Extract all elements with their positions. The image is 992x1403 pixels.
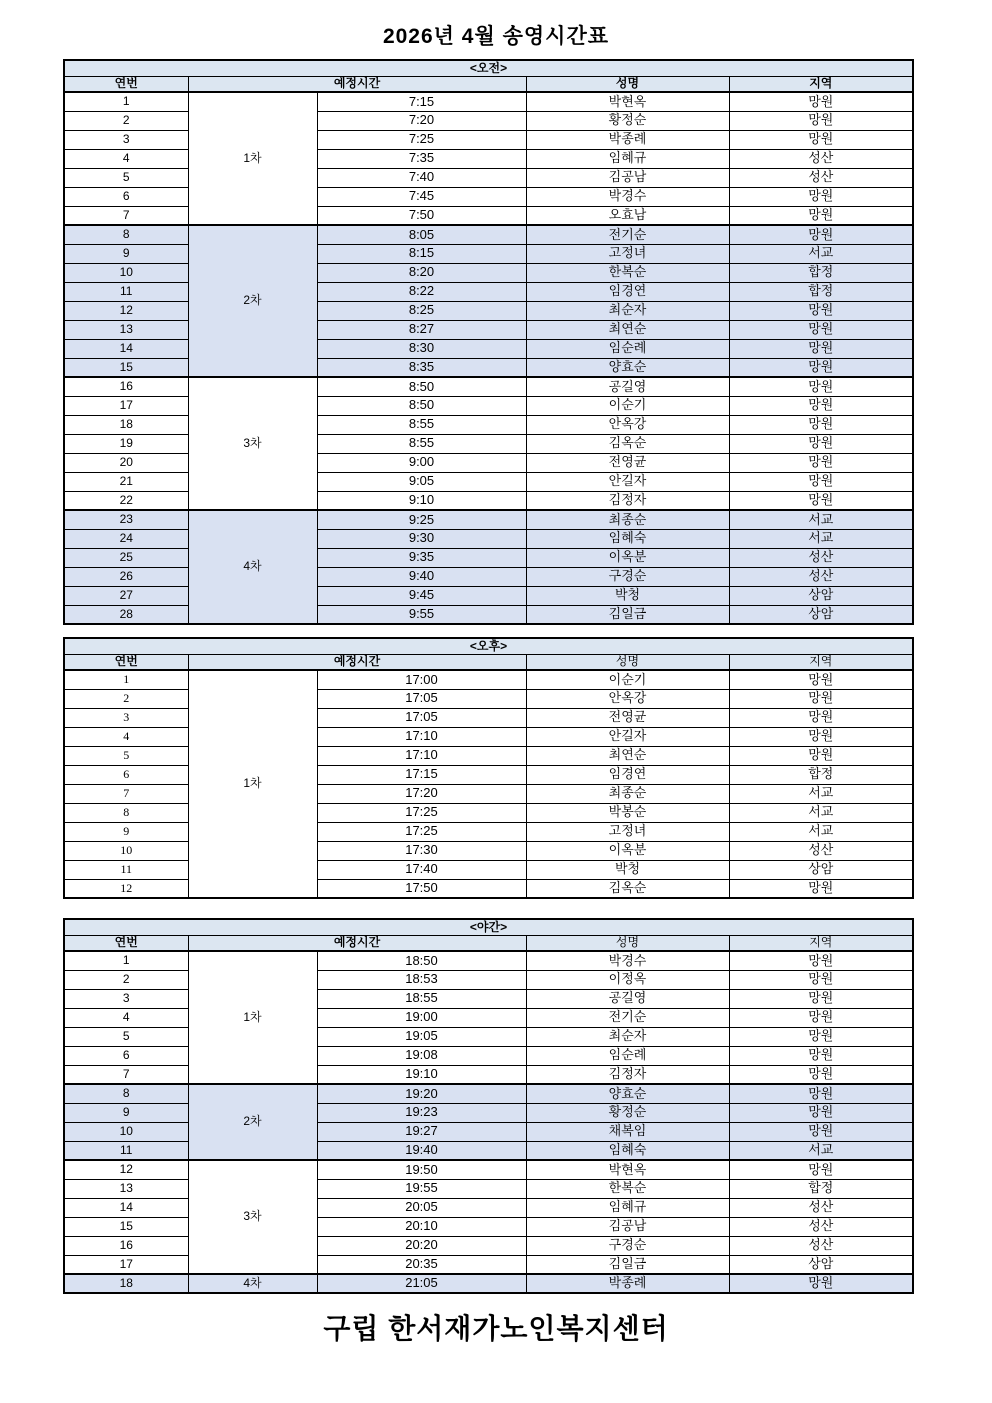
time-cell: 8:50 <box>317 396 526 415</box>
seq-cell: 7 <box>64 784 188 803</box>
time-cell: 7:40 <box>317 168 526 187</box>
name-cell: 박경수 <box>526 187 729 206</box>
time-cell: 20:20 <box>317 1236 526 1255</box>
region-cell: 망원 <box>729 1274 913 1293</box>
seq-cell: 6 <box>64 1046 188 1065</box>
time-cell: 9:05 <box>317 472 526 491</box>
seq-cell: 20 <box>64 453 188 472</box>
seq-cell: 11 <box>64 860 188 879</box>
seq-cell: 2 <box>64 111 188 130</box>
table-caption-row <box>64 919 913 935</box>
seq-cell: 11 <box>64 282 188 301</box>
seq-cell: 8 <box>64 803 188 822</box>
seq-cell: 1 <box>64 92 188 111</box>
region-cell: 성산 <box>729 1217 913 1236</box>
time-cell: 9:25 <box>317 510 526 529</box>
seq-cell: 4 <box>64 727 188 746</box>
time-cell: 17:05 <box>317 689 526 708</box>
region-cell: 망원 <box>729 111 913 130</box>
name-cell: 임혜규 <box>526 1198 729 1217</box>
region-cell: 서교 <box>729 1141 913 1160</box>
time-cell: 17:15 <box>317 765 526 784</box>
region-cell: 망원 <box>729 1084 913 1103</box>
schedule-table <box>63 918 914 1294</box>
region-cell: 망원 <box>729 1122 913 1141</box>
name-cell: 박종례 <box>526 1274 729 1293</box>
seq-cell: 12 <box>64 879 188 898</box>
time-cell: 8:50 <box>317 377 526 396</box>
name-cell: 안옥강 <box>526 689 729 708</box>
region-cell: 망원 <box>729 1046 913 1065</box>
name-cell: 박현옥 <box>526 92 729 111</box>
region-cell: 망원 <box>729 1008 913 1027</box>
time-cell: 17:25 <box>317 822 526 841</box>
region-cell: 상암 <box>729 605 913 624</box>
group-label-cell: 1차 <box>188 951 317 1084</box>
seq-cell: 28 <box>64 605 188 624</box>
column-header: 연번 <box>64 654 188 670</box>
seq-cell: 1 <box>64 670 188 689</box>
region-cell: 망원 <box>729 301 913 320</box>
time-cell: 17:20 <box>317 784 526 803</box>
region-cell: 망원 <box>729 970 913 989</box>
time-cell: 8:55 <box>317 434 526 453</box>
name-cell: 이옥분 <box>526 548 729 567</box>
time-cell: 19:00 <box>317 1008 526 1027</box>
region-cell: 서교 <box>729 803 913 822</box>
time-cell: 19:55 <box>317 1179 526 1198</box>
region-cell: 서교 <box>729 784 913 803</box>
seq-cell: 7 <box>64 1065 188 1084</box>
name-cell: 임순례 <box>526 1046 729 1065</box>
column-header-row <box>64 76 913 92</box>
name-cell: 안옥강 <box>526 415 729 434</box>
seq-cell: 18 <box>64 415 188 434</box>
name-cell: 공길영 <box>526 989 729 1008</box>
seq-cell: 2 <box>64 689 188 708</box>
seq-cell: 11 <box>64 1141 188 1160</box>
column-header-row <box>64 654 913 670</box>
column-header: 예정시간 <box>188 935 526 951</box>
region-cell: 망원 <box>729 708 913 727</box>
time-cell: 17:25 <box>317 803 526 822</box>
time-cell: 17:10 <box>317 746 526 765</box>
schedule-table <box>63 59 914 625</box>
seq-cell: 12 <box>64 301 188 320</box>
region-cell: 성산 <box>729 548 913 567</box>
page-title: 2026년 4월 송영시간표 <box>382 25 610 48</box>
seq-cell: 24 <box>64 529 188 548</box>
seq-cell: 4 <box>64 1008 188 1027</box>
name-cell: 구경순 <box>526 1236 729 1255</box>
seq-cell: 26 <box>64 567 188 586</box>
name-cell: 박현옥 <box>526 1160 729 1179</box>
name-cell: 황정순 <box>526 1103 729 1122</box>
name-cell: 채복임 <box>526 1122 729 1141</box>
time-cell: 18:50 <box>317 951 526 970</box>
seq-cell: 19 <box>64 434 188 453</box>
table-caption: <야간> <box>64 919 913 935</box>
name-cell: 황정순 <box>526 111 729 130</box>
time-cell: 17:50 <box>317 879 526 898</box>
name-cell: 이정옥 <box>526 970 729 989</box>
time-cell: 9:30 <box>317 529 526 548</box>
region-cell: 망원 <box>729 746 913 765</box>
region-cell: 망원 <box>729 989 913 1008</box>
table-row <box>64 670 913 689</box>
group-label-cell: 4차 <box>188 1274 317 1293</box>
region-cell: 망원 <box>729 92 913 111</box>
region-cell: 망원 <box>729 396 913 415</box>
name-cell: 김옥순 <box>526 879 729 898</box>
time-cell: 7:15 <box>317 92 526 111</box>
seq-cell: 5 <box>64 746 188 765</box>
region-cell: 망원 <box>729 1103 913 1122</box>
schedule-table <box>63 637 914 899</box>
time-cell: 17:10 <box>317 727 526 746</box>
name-cell: 양효순 <box>526 1084 729 1103</box>
seq-cell: 14 <box>64 339 188 358</box>
seq-cell: 9 <box>64 822 188 841</box>
seq-cell: 27 <box>64 586 188 605</box>
name-cell: 임순례 <box>526 339 729 358</box>
afternoon-table-section <box>63 637 916 899</box>
time-cell: 8:20 <box>317 263 526 282</box>
column-header: 예정시간 <box>188 654 526 670</box>
time-cell: 8:35 <box>317 358 526 377</box>
seq-cell: 6 <box>64 765 188 784</box>
name-cell: 김정자 <box>526 1065 729 1084</box>
name-cell: 공길영 <box>526 377 729 396</box>
name-cell: 이옥분 <box>526 841 729 860</box>
seq-cell: 16 <box>64 377 188 396</box>
region-cell: 서교 <box>729 510 913 529</box>
table-row <box>64 225 913 244</box>
seq-cell: 18 <box>64 1274 188 1293</box>
seq-cell: 13 <box>64 1179 188 1198</box>
seq-cell: 8 <box>64 1084 188 1103</box>
name-cell: 고정녀 <box>526 822 729 841</box>
night-table-section <box>63 918 916 1294</box>
time-cell: 8:05 <box>317 225 526 244</box>
name-cell: 한복순 <box>526 1179 729 1198</box>
name-cell: 전영균 <box>526 708 729 727</box>
seq-cell: 22 <box>64 491 188 510</box>
column-header: 연번 <box>64 76 188 92</box>
region-cell: 망원 <box>729 320 913 339</box>
time-cell: 7:35 <box>317 149 526 168</box>
table-row <box>64 1084 913 1103</box>
region-cell: 합정 <box>729 1179 913 1198</box>
table-row <box>64 951 913 970</box>
seq-cell: 10 <box>64 263 188 282</box>
time-cell: 17:30 <box>317 841 526 860</box>
group-label-cell: 3차 <box>188 377 317 510</box>
time-cell: 17:05 <box>317 708 526 727</box>
morning-table-section <box>63 59 916 625</box>
time-cell: 18:55 <box>317 989 526 1008</box>
name-cell: 안길자 <box>526 727 729 746</box>
column-header: 지역 <box>729 935 913 951</box>
seq-cell: 15 <box>64 358 188 377</box>
name-cell: 최종순 <box>526 784 729 803</box>
footer-org-name: 구립 한서재가노인복지센터 <box>323 1313 669 1344</box>
time-cell: 19:50 <box>317 1160 526 1179</box>
region-cell: 상암 <box>729 1255 913 1274</box>
region-cell: 상암 <box>729 860 913 879</box>
time-cell: 9:00 <box>317 453 526 472</box>
name-cell: 안길자 <box>526 472 729 491</box>
name-cell: 최연순 <box>526 320 729 339</box>
name-cell: 박종례 <box>526 130 729 149</box>
table-caption-row <box>64 60 913 76</box>
time-cell: 19:23 <box>317 1103 526 1122</box>
name-cell: 박청 <box>526 586 729 605</box>
region-cell: 성산 <box>729 1198 913 1217</box>
table-row <box>64 377 913 396</box>
time-cell: 19:27 <box>317 1122 526 1141</box>
time-cell: 8:27 <box>317 320 526 339</box>
column-header: 연번 <box>64 935 188 951</box>
seq-cell: 2 <box>64 970 188 989</box>
time-cell: 7:45 <box>317 187 526 206</box>
name-cell: 한복순 <box>526 263 729 282</box>
seq-cell: 9 <box>64 244 188 263</box>
seq-cell: 23 <box>64 510 188 529</box>
name-cell: 최순자 <box>526 301 729 320</box>
column-header: 성명 <box>526 654 729 670</box>
region-cell: 성산 <box>729 149 913 168</box>
name-cell: 임혜숙 <box>526 529 729 548</box>
time-cell: 20:35 <box>317 1255 526 1274</box>
seq-cell: 25 <box>64 548 188 567</box>
table-caption: <오전> <box>64 60 913 76</box>
name-cell: 전영균 <box>526 453 729 472</box>
time-cell: 20:10 <box>317 1217 526 1236</box>
region-cell: 망원 <box>729 689 913 708</box>
seq-cell: 3 <box>64 708 188 727</box>
time-cell: 17:00 <box>317 670 526 689</box>
seq-cell: 13 <box>64 320 188 339</box>
name-cell: 박경수 <box>526 951 729 970</box>
seq-cell: 12 <box>64 1160 188 1179</box>
seq-cell: 7 <box>64 206 188 225</box>
time-cell: 7:50 <box>317 206 526 225</box>
region-cell: 망원 <box>729 453 913 472</box>
name-cell: 임경연 <box>526 765 729 784</box>
time-cell: 8:22 <box>317 282 526 301</box>
seq-cell: 6 <box>64 187 188 206</box>
group-label-cell: 2차 <box>188 225 317 377</box>
name-cell: 김일금 <box>526 605 729 624</box>
name-cell: 전기순 <box>526 225 729 244</box>
seq-cell: 17 <box>64 1255 188 1274</box>
time-cell: 7:25 <box>317 130 526 149</box>
group-label-cell: 2차 <box>188 1084 317 1160</box>
seq-cell: 3 <box>64 989 188 1008</box>
column-header: 성명 <box>526 935 729 951</box>
seq-cell: 16 <box>64 1236 188 1255</box>
name-cell: 고정녀 <box>526 244 729 263</box>
region-cell: 망원 <box>729 491 913 510</box>
region-cell: 망원 <box>729 358 913 377</box>
region-cell: 망원 <box>729 434 913 453</box>
column-header: 예정시간 <box>188 76 526 92</box>
region-cell: 합정 <box>729 765 913 784</box>
region-cell: 망원 <box>729 130 913 149</box>
region-cell: 망원 <box>729 670 913 689</box>
region-cell: 합정 <box>729 263 913 282</box>
seq-cell: 5 <box>64 1027 188 1046</box>
region-cell: 망원 <box>729 1027 913 1046</box>
column-header: 지역 <box>729 76 913 92</box>
name-cell: 최순자 <box>526 1027 729 1046</box>
name-cell: 박청 <box>526 860 729 879</box>
region-cell: 망원 <box>729 339 913 358</box>
name-cell: 구경순 <box>526 567 729 586</box>
group-label-cell: 1차 <box>188 670 317 898</box>
region-cell: 망원 <box>729 206 913 225</box>
name-cell: 최종순 <box>526 510 729 529</box>
time-cell: 9:45 <box>317 586 526 605</box>
seq-cell: 1 <box>64 951 188 970</box>
seq-cell: 3 <box>64 130 188 149</box>
seq-cell: 14 <box>64 1198 188 1217</box>
time-cell: 7:20 <box>317 111 526 130</box>
time-cell: 8:15 <box>317 244 526 263</box>
time-cell: 20:05 <box>317 1198 526 1217</box>
time-cell: 8:30 <box>317 339 526 358</box>
time-cell: 19:20 <box>317 1084 526 1103</box>
region-cell: 망원 <box>729 1065 913 1084</box>
region-cell: 합정 <box>729 282 913 301</box>
region-cell: 망원 <box>729 415 913 434</box>
group-label-cell: 4차 <box>188 510 317 624</box>
seq-cell: 15 <box>64 1217 188 1236</box>
group-label-cell: 3차 <box>188 1160 317 1274</box>
column-header: 성명 <box>526 76 729 92</box>
region-cell: 망원 <box>729 187 913 206</box>
column-header: 지역 <box>729 654 913 670</box>
group-label-cell: 1차 <box>188 92 317 225</box>
region-cell: 망원 <box>729 377 913 396</box>
table-caption: <오후> <box>64 638 913 654</box>
time-cell: 17:40 <box>317 860 526 879</box>
time-cell: 18:53 <box>317 970 526 989</box>
time-cell: 9:55 <box>317 605 526 624</box>
seq-cell: 21 <box>64 472 188 491</box>
region-cell: 망원 <box>729 1160 913 1179</box>
region-cell: 성산 <box>729 841 913 860</box>
time-cell: 9:10 <box>317 491 526 510</box>
region-cell: 서교 <box>729 529 913 548</box>
name-cell: 최연순 <box>526 746 729 765</box>
name-cell: 박봉순 <box>526 803 729 822</box>
time-cell: 9:35 <box>317 548 526 567</box>
region-cell: 성산 <box>729 567 913 586</box>
table-row <box>64 510 913 529</box>
name-cell: 김정자 <box>526 491 729 510</box>
region-cell: 망원 <box>729 472 913 491</box>
name-cell: 이순기 <box>526 670 729 689</box>
column-header-row <box>64 935 913 951</box>
table-caption-row <box>64 638 913 654</box>
seq-cell: 10 <box>64 1122 188 1141</box>
region-cell: 망원 <box>729 951 913 970</box>
time-cell: 19:08 <box>317 1046 526 1065</box>
seq-cell: 10 <box>64 841 188 860</box>
name-cell: 김일금 <box>526 1255 729 1274</box>
name-cell: 오효남 <box>526 206 729 225</box>
seq-cell: 8 <box>64 225 188 244</box>
region-cell: 성산 <box>729 1236 913 1255</box>
seq-cell: 4 <box>64 149 188 168</box>
table-row <box>64 92 913 111</box>
region-cell: 서교 <box>729 244 913 263</box>
name-cell: 임혜숙 <box>526 1141 729 1160</box>
time-cell: 19:05 <box>317 1027 526 1046</box>
region-cell: 망원 <box>729 879 913 898</box>
time-cell: 8:25 <box>317 301 526 320</box>
time-cell: 19:40 <box>317 1141 526 1160</box>
seq-cell: 9 <box>64 1103 188 1122</box>
name-cell: 임경연 <box>526 282 729 301</box>
table-row <box>64 1274 913 1293</box>
name-cell: 양효순 <box>526 358 729 377</box>
time-cell: 8:55 <box>317 415 526 434</box>
time-cell: 9:40 <box>317 567 526 586</box>
region-cell: 상암 <box>729 586 913 605</box>
time-cell: 19:10 <box>317 1065 526 1084</box>
region-cell: 성산 <box>729 168 913 187</box>
name-cell: 김옥순 <box>526 434 729 453</box>
name-cell: 김공남 <box>526 168 729 187</box>
seq-cell: 17 <box>64 396 188 415</box>
name-cell: 임혜규 <box>526 149 729 168</box>
region-cell: 서교 <box>729 822 913 841</box>
name-cell: 김공남 <box>526 1217 729 1236</box>
region-cell: 망원 <box>729 225 913 244</box>
name-cell: 이순기 <box>526 396 729 415</box>
name-cell: 전기순 <box>526 1008 729 1027</box>
seq-cell: 5 <box>64 168 188 187</box>
region-cell: 망원 <box>729 727 913 746</box>
table-row <box>64 1160 913 1179</box>
time-cell: 21:05 <box>317 1274 526 1293</box>
